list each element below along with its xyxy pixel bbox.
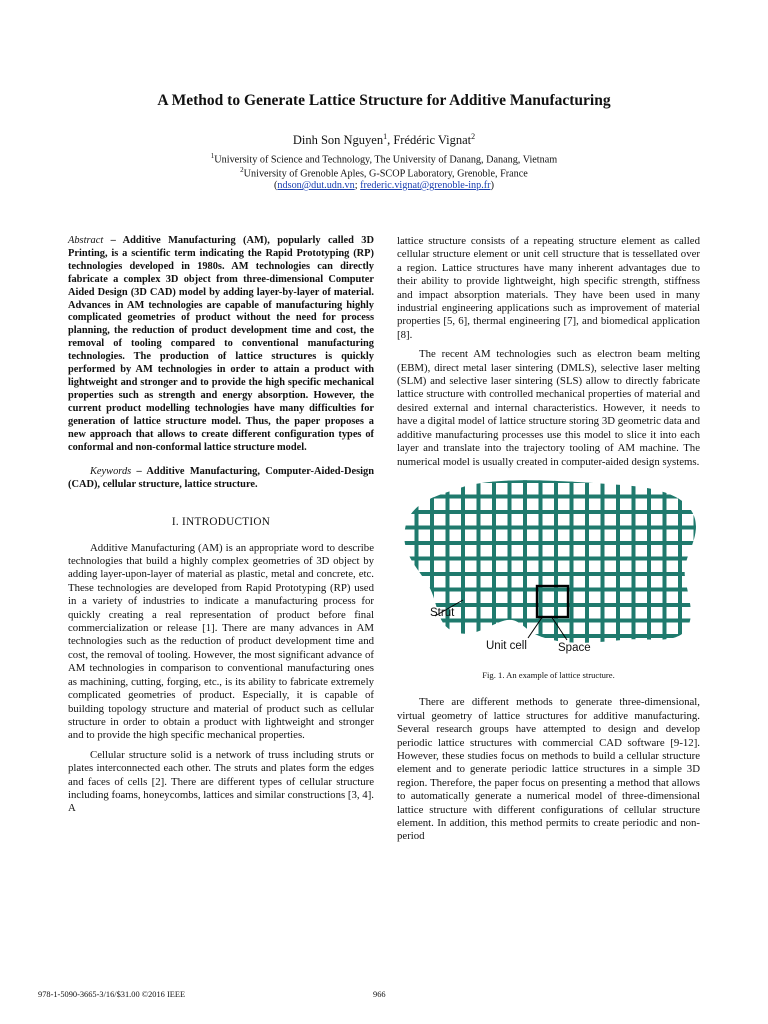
body-paragraph: lattice structure consists of a repeating structure element as called cellular structure element or unit cell structure that is tessellated over a region. Lattice structures have many inherent advantages due to their ability to provide lightweight, high specific strength, stiffness and impact absorption materials. They have been used in many industrial engineering applications such as improvement of material properties [5, 6], thermal engineering [7], and biomedical application [8]. xyxy=(397,235,700,341)
body-paragraph: Additive Manufacturing (AM) is an appropriate word to describe technologies that build a highly complex geometries of 3D object by adding layer-upon-layer of material as plastic, metal and concrete, etc. These technologies are developed from Rapid Prototyping (RP) used in a variety of industries to indicate a manufacturing process for quickly creating a real representation of product before final commercialization or release [1]. There are many advances in AM technologies such as the reduction of product development time and cost, the removal of tooling. However, the most significant advance of AM technologies in comparison to conventional manufacturing ones as machining, cutting, forging, etc., is its ability to fabricate extremely complicated geometries of product. Especially, it is capable of building topology structure and material of product such as cellular structure in order to obtain a product with lightweight and stronger and to provide the high specific mechanical properties. xyxy=(68,541,374,742)
affiliation-superscript: 2 xyxy=(240,166,244,174)
lattice-strut-horizontal xyxy=(397,634,700,638)
lattice-strut-horizontal xyxy=(397,572,700,576)
email-line xyxy=(0,180,768,191)
left-column xyxy=(68,235,374,822)
keywords-body: Additive Manufacturing, Computer-Aided-Design (CAD), cellular structure, lattice structure. xyxy=(68,466,374,491)
affiliation-text: University of Grenoble Aples, G-SCOP Laboratory, Grenoble, France xyxy=(243,168,528,180)
keywords xyxy=(68,466,374,492)
lattice-strut-vertical xyxy=(415,479,419,665)
paper-title: A Method to Generate Lattice Structure for Additive Manufacturing xyxy=(157,92,611,109)
email-separator: ; xyxy=(354,180,361,191)
author-superscript: 2 xyxy=(471,132,476,141)
author-name: Frédéric Vignat xyxy=(393,133,472,148)
affiliation-superscript: 1 xyxy=(210,152,215,160)
lattice-strut-horizontal xyxy=(397,510,700,514)
lattice-strut-horizontal xyxy=(397,525,700,529)
space-label: Space xyxy=(558,641,591,654)
author-superscript: 1 xyxy=(383,132,388,141)
affiliation-1 xyxy=(0,152,768,165)
email-open-paren: ( xyxy=(274,180,278,191)
lattice-strut-horizontal xyxy=(397,541,700,545)
lattice-strut-vertical xyxy=(399,479,403,665)
lattice-strut-horizontal xyxy=(397,494,700,498)
body-paragraph: The recent AM technologies such as electron beam melting (EBM), direct metal laser sintering (DMLS), selective laser melting (SLM) and selective laser sintering (SLS) allow to directly fabricate lattice structure with controlled mechanical properties of material and desired external and internal characteristics. However, it needs to have a digital model of lattice structure storing 3D geometric data and additive manufacturing processes use this model to slice it into each layer and translate into the trajectory tooling of AM machine. The numerical model is usually created in computer-aided design systems. xyxy=(397,348,700,468)
abstract-body: Additive Manufacturing (AM), popularly called 3D Printing, is a scientific term indicating the Rapid Prototyping (RP) technologies developed in 1980s. AM technologies can directly fabricate a complex 3D object from three-dimensional Computer Aided Design (3D CAD) model by adding layer-by-layer of material. Advances in AM technologies are capable of manufacturing highly complicated geometries of product without the need for process planning, the reduction of product development time and cost, the removal of tooling compared to conventional manufacturing technologies. The production of lattice structures is quickly performed by AM technologies in order to attain a product with lightweight and stronger and to provide the high specific mechanical properties such as strength and energy absorption. However, the current product modelling technologies have many difficulties for generation of lattice structure model. Thus, the paper proposes a new approach that allows to create different configuration types of conformal and non-conformal lattice structure model. xyxy=(68,235,375,453)
keywords-dash: – xyxy=(131,466,147,478)
author-name: Dinh Son Nguyen xyxy=(292,133,384,148)
email-close-paren: ) xyxy=(490,180,494,191)
abstract-dash: – xyxy=(103,235,123,246)
section-heading-introduction: I. INTRODUCTION xyxy=(171,516,271,529)
lattice-figure xyxy=(397,479,700,665)
abstract-lead: Abstract xyxy=(68,235,104,246)
lattice-strut-horizontal xyxy=(397,556,700,560)
lattice-grid xyxy=(397,479,700,665)
author-line xyxy=(0,132,768,148)
lattice-strut-horizontal xyxy=(397,479,700,483)
figure-caption: Fig. 1. An example of lattice structure. xyxy=(482,669,615,680)
unit-cell-label: Unit cell xyxy=(486,639,527,652)
strut-label: Strut xyxy=(430,606,455,619)
body-paragraph: Cellular structure solid is a network of truss including struts or plates interconnected each other. The struts and plates form the edges and faces of cells [2]. There are different types of cellular structure including foams, honeycombs, lattices and similar constructions [3, 4]. A xyxy=(68,748,374,815)
author-separator: , xyxy=(387,133,394,148)
email-link-2[interactable]: frederic.vignat@grenoble-inp.fr xyxy=(360,180,491,191)
email-link-1[interactable]: ndson@dut.udn.vn xyxy=(277,180,355,191)
abstract xyxy=(68,235,374,454)
affiliation-text: University of Science and Technology, The University of Danang, Danang, Vietnam xyxy=(214,154,558,166)
body-paragraph: There are different methods to generate three-dimensional, virtual geometry of lattice structures for additive manufacturing. Several research groups have attempted to design and develop periodic lattice structures with commercial CAD software [9-12]. However, these studies focus on methods to build a cellular structure element and to generate periodic lattice structures in a simple 3D region. Therefore, the paper focus on presenting a method that allows to automatically generate a numerical model of three-dimensional lattice structure with different configurations of cellular structure element. In addition, this method permits to create periodic and non-period xyxy=(397,696,700,843)
keywords-lead: Keywords xyxy=(90,466,132,478)
footer-isbn: 978-1-5090-3665-3/16/$31.00 ©2016 IEEE xyxy=(38,990,186,999)
right-column xyxy=(397,235,700,850)
page-number: 966 xyxy=(373,990,386,999)
affiliation-2 xyxy=(0,166,768,179)
lattice-strut-horizontal xyxy=(397,649,700,653)
lattice-strut-horizontal xyxy=(397,587,700,591)
lattice-diagram xyxy=(397,479,700,665)
lattice-strut-vertical xyxy=(694,479,698,665)
